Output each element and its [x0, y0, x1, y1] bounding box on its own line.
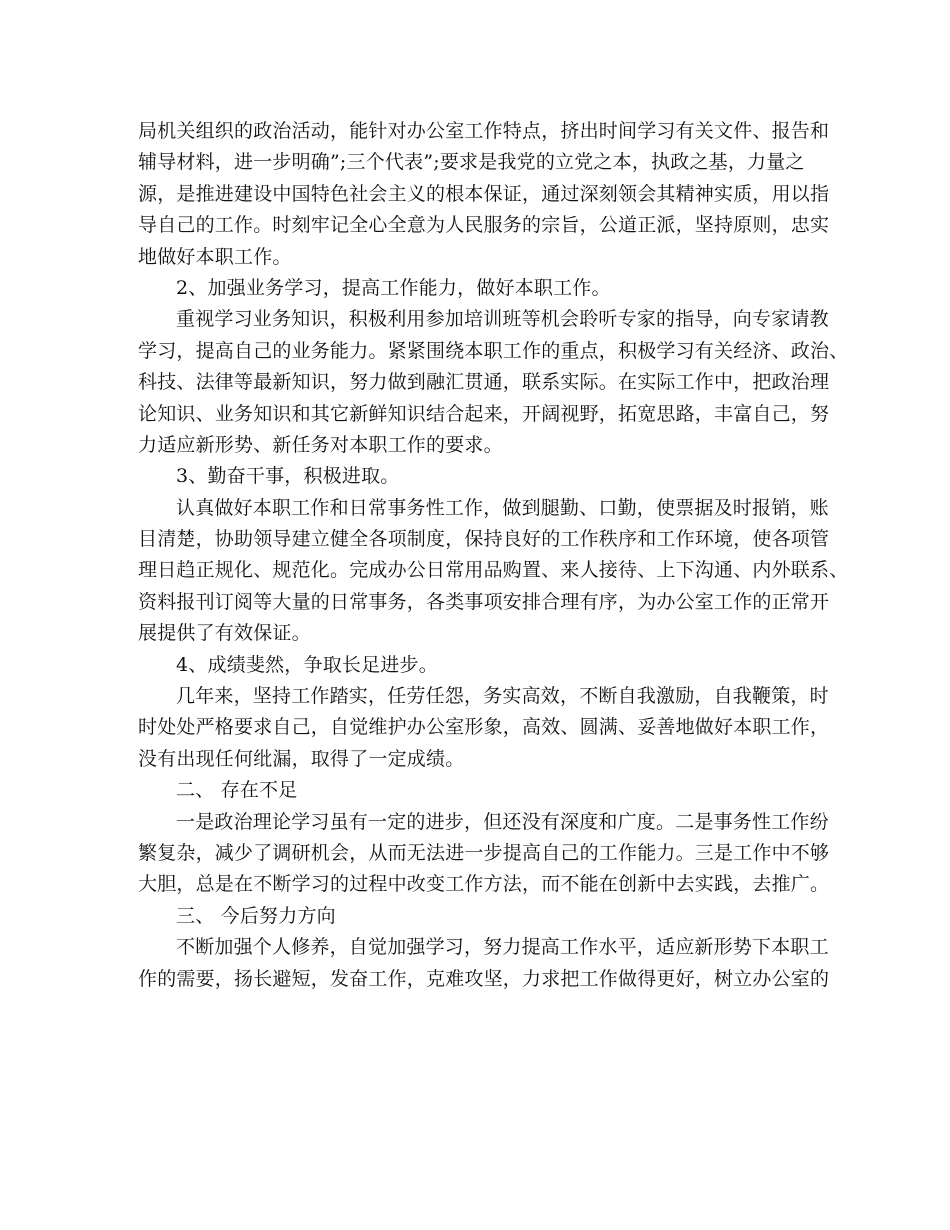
text-line: 作的需要，扬长避短，发奋工作，克难攻坚，力求把工作做得更好，树立办公室的 — [138, 967, 830, 990]
text-line: 理日趋正规化、规范化。完成办公日常用品购置、来人接待、上下沟通、内外联系、 — [138, 559, 849, 582]
text-line: 时处处严格要求自己，自觉维护办公室形象，高效、圆满、妥善地做好本职工作， — [138, 716, 830, 739]
text-line: 繁复杂，减少了调研机会，从而无法进一步提高自己的工作能力。三是工作中不够 — [138, 841, 830, 864]
text-line: 2、加强业务学习，提高工作能力，做好本职工作。 — [176, 276, 611, 299]
text-line: 目清楚，协助领导建立健全各项制度，保持良好的工作秩序和工作环境，使各项管 — [138, 528, 830, 551]
text-line: 大胆，总是在不断学习的过程中改变工作方法，而不能在创新中去实践，去推广。 — [138, 873, 830, 896]
text-line: 导自己的工作。时刻牢记全心全意为人民服务的宗旨，公道正派，坚持原则，忠实 — [138, 214, 830, 237]
text-line: 源，是推进建设中国特色社会主义的根本保证，通过深刻领会其精神实质，用以指 — [138, 182, 830, 205]
text-line: 重视学习业务知识，积极利用参加培训班等机会聆听专家的指导，向专家请教 — [176, 308, 829, 331]
text-line: 三、 今后努力方向 — [176, 904, 336, 927]
text-line: 力适应新形势、新任务对本职工作的要求。 — [138, 433, 503, 456]
text-line: 二、 存在不足 — [176, 779, 298, 802]
document-body — [138, 116, 849, 995]
text-line: 4、成绩斐然，争取长足进步。 — [176, 653, 438, 676]
text-line: 地做好本职工作。 — [138, 245, 292, 268]
text-line: 展提供了有效保证。 — [138, 622, 311, 645]
text-line: 资料报刊订阅等大量的日常事务，各类事项安排合理有序，为办公室工作的正常开 — [138, 590, 830, 613]
text-line: 3、勤奋干事，积极进取。 — [176, 465, 400, 488]
text-line: 论知识、业务知识和其它新鲜知识结合起来，开阔视野，拓宽思路，丰富自己，努 — [138, 402, 830, 425]
text-line: 学习，提高自己的业务能力。紧紧围绕本职工作的重点，积极学习有关经济、政治、 — [138, 339, 849, 362]
text-line: 辅导材料，进一步明确”;三个代表”;要求是我党的立党之本，执政之基，力量之 — [138, 151, 805, 174]
text-line: 不断加强个人修养，自觉加强学习，努力提高工作水平，适应新形势下本职工 — [176, 936, 829, 959]
text-line: 没有出现任何纰漏，取得了一定成绩。 — [138, 747, 465, 770]
text-line: 几年来，坚持工作踏实，任劳任怨，务实高效，不断自我激励，自我鞭策，时 — [176, 685, 829, 708]
text-line: 局机关组织的政治活动，能针对办公室工作特点，挤出时间学习有关文件、报告和 — [138, 120, 830, 142]
text-line: 一是政治理论学习虽有一定的进步，但还没有深度和广度。二是事务性工作纷 — [176, 810, 829, 833]
text-line: 认真做好本职工作和日常事务性工作，做到腿勤、口勤，使票据及时报销，账 — [176, 496, 829, 519]
text-line: 科技、法律等最新知识，努力做到融汇贯通，联系实际。在实际工作中，把政治理 — [138, 371, 830, 394]
